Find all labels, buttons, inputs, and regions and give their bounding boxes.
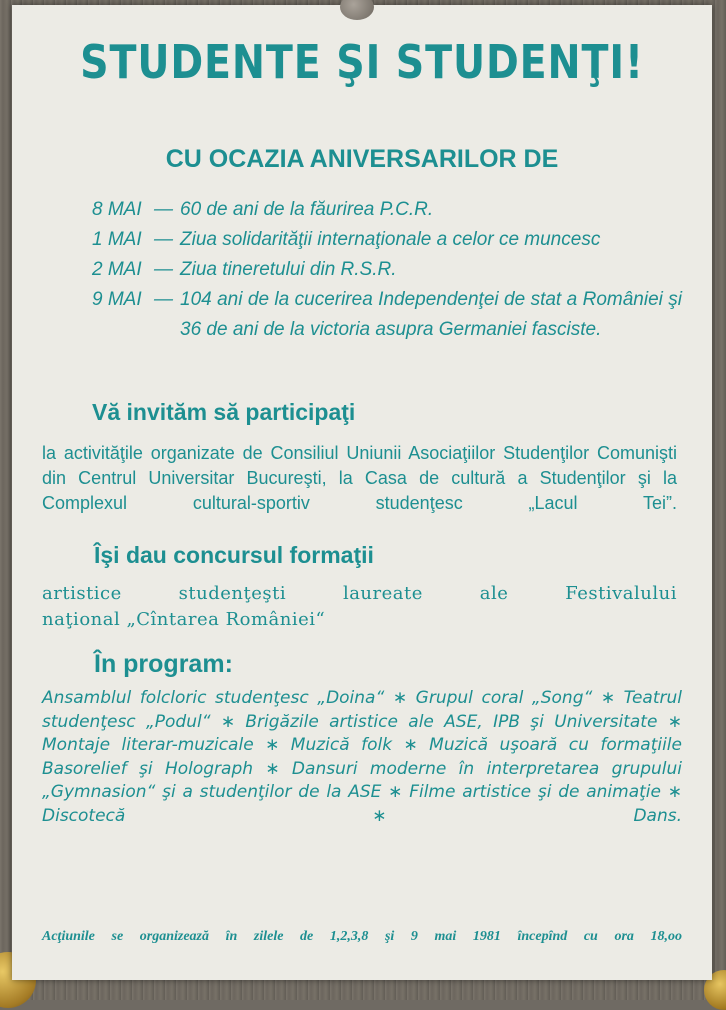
concurs-paragraph — [42, 581, 677, 633]
anniversary-text: 60 de ani de la făurirea P.C.R. — [180, 199, 434, 220]
anniversary-text: Ziua tineretului din R.S.R. — [180, 259, 397, 280]
anniversary-text: 104 ani de la cucerirea Independenţei de stat a României şi 36 de ani de la victoria asupra Germaniei fasciste. — [180, 289, 682, 340]
anniversary-date: 9 MAI — [92, 289, 142, 310]
concurs-line-2: naţional „Cîntarea României“ — [42, 609, 326, 630]
anniversary-date: 8 MAI — [92, 199, 142, 220]
program-heading: În program: — [94, 650, 233, 678]
anniversary-row — [92, 225, 682, 255]
anniversary-text: Ziua solidarităţii internaţionale a celor ce muncesc — [180, 229, 601, 250]
anniversary-row — [92, 285, 682, 345]
anniversary-dash: — — [154, 229, 173, 250]
concurs-heading: Îşi dau concursul formaţii — [94, 542, 374, 568]
anniversary-date: 1 MAI — [92, 229, 142, 250]
invite-paragraph: la activităţile organizate de Consiliul Uniunii Asociaţiilor Studenţilor Comunişti din Centrul Universitar Bucureşti, la Casa de cultură a Studenţilor şi la Complexul cultural-sportiv studenţesc „Lacul Tei”. — [42, 443, 677, 513]
anniversary-row — [92, 195, 682, 225]
anniversary-date: 2 MAI — [92, 259, 142, 280]
concurs-line-1: artistice studenţeşti laureate ale Festivalului — [42, 583, 677, 604]
anniversary-list — [92, 195, 682, 345]
poster-subtitle: CU OCAZIA ANIVERSARILOR DE — [165, 145, 559, 173]
anniversary-dash: — — [154, 259, 173, 280]
footer-note: Acţiunile se organizează în zilele de 1,2,3,8 şi 9 mai 1981 începînd cu ora 18,oo — [42, 929, 682, 944]
poster — [12, 5, 712, 980]
invite-heading: Vă invităm să participaţi — [92, 399, 356, 425]
anniversary-dash: — — [154, 289, 173, 310]
anniversary-row — [92, 255, 682, 285]
program-paragraph: Ansamblul folcloric studenţesc „Doina“ ∗ Grupul coral „Song“ ∗ Teatrul studenţesc „Podul“ ∗ Brigăzile artistice ale ASE, IPB şi Universitate ∗ Montaje literar-muzicale ∗ Muzică folk ∗ Muzică uşoară cu formaţiile Basorelief şi Holograph ∗ Dansuri moderne în interpretarea grupului „Gymnasion“ şi a studenţilor de la ASE ∗ Filme artistice şi de animaţie ∗ Discotecă ∗ Dans. — [42, 688, 682, 826]
poster-title: STUDENTE ŞI STUDENŢI! — [80, 35, 644, 89]
anniversary-dash: — — [154, 199, 173, 220]
